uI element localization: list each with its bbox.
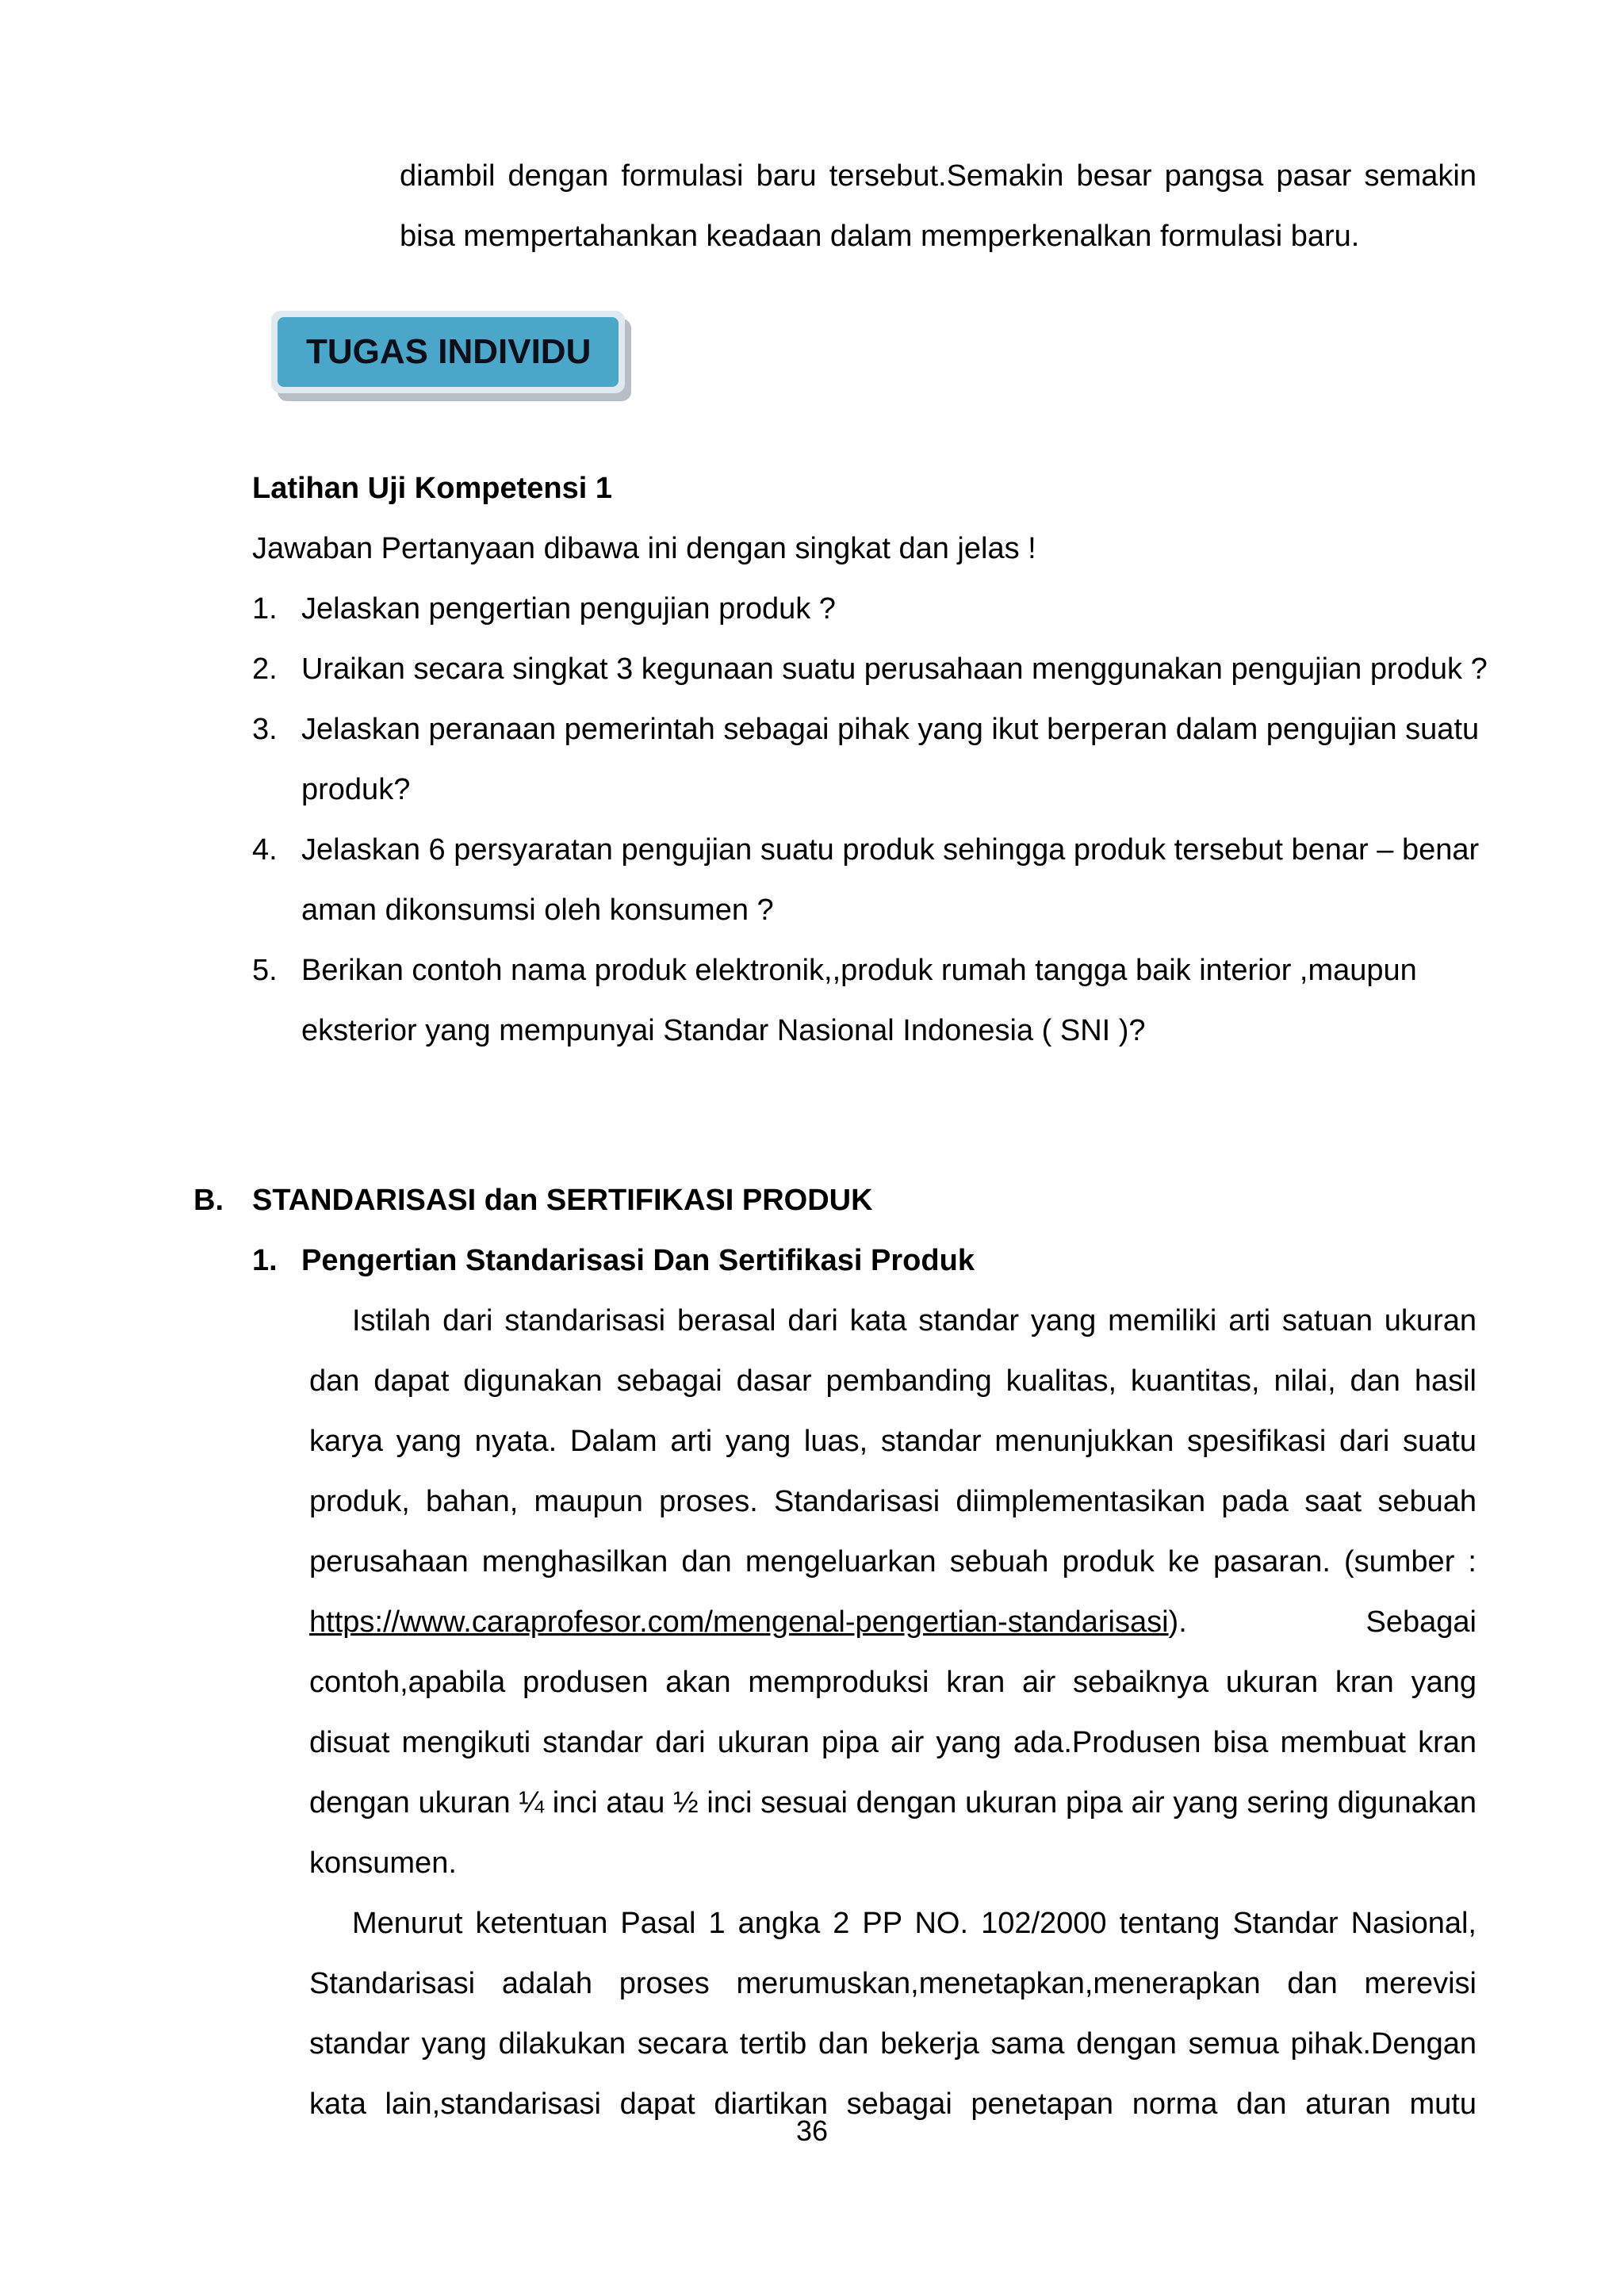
list-item: Berikan contoh nama produk elektronik,,produk rumah tangga baik interior ,maupun [301,954,1417,987]
intro-paragraph [400,146,1477,266]
subsection-number: 1. [252,1244,278,1277]
paragraph-line: karya yang nyata. Dalam arti yang luas, standar menunjukkan spesifikasi dari suatu [309,1425,1477,1458]
list-item-number: 1. [252,592,278,626]
section-title: STANDARISASI dan SERTIFIKASI PRODUK [252,1184,873,1217]
paragraph-line: dengan ukuran ¼ inci atau ½ inci sesuai dengan ukuran pipa air yang sering digunakan [309,1786,1477,1820]
paragraph-pp-102 [309,1893,1477,2134]
paragraph-line: contoh,apabila produsen akan memproduksi kran air sebaiknya ukuran kran yang [309,1666,1477,1699]
list-item-number: 2. [252,652,278,686]
list-item-continuation: aman dikonsumsi oleh konsumen ? [301,894,774,927]
page-number: 36 [795,2114,829,2147]
paragraph-standarisasi [309,1291,1477,1893]
paragraph-line: perusahaan menghasilkan dan mengeluarkan sebuah produk ke pasaran. (sumber : [309,1545,1477,1578]
list-item: Uraikan secara singkat 3 kegunaan suatu perusahaan menggunakan pengujian produk ? [301,652,1488,686]
list-item-number: 4. [252,833,278,867]
badge-frame [271,311,625,393]
paragraph-line: kata lain,standarisasi dapat diartikan sebagai penetapan norma dan aturan mutu [309,2087,1477,2121]
paragraph-line: Menurut ketentuan Pasal 1 angka 2 PP NO. 102/2000 tentang Standar Nasional, [352,1907,1477,1940]
list-item-number: 3. [252,713,278,746]
section-letter: B. [193,1184,224,1217]
intro-line: bisa mempertahankan keadaan dalam memperkenalkan formulasi baru. [400,220,1360,253]
paragraph-line-with-link: https://www.caraprofesor.com/mengenal-pengertian-standarisasi). Sebagai [309,1592,1477,1652]
source-link[interactable]: https://www.caraprofesor.com/mengenal-pengertian-standarisasi [309,1605,1169,1639]
paragraph-line: disuat mengikuti standar dari ukuran pipa air yang ada.Produsen bisa membuat kran [309,1726,1477,1759]
tugas-individu-badge [271,311,634,406]
subsection-title: Pengertian Standarisasi Dan Sertifikasi Produk [301,1244,975,1277]
paragraph-line: dan dapat digunakan sebagai dasar pembanding kualitas, kuantitas, nilai, dan hasil [309,1364,1477,1398]
list-item-number: 5. [252,954,278,987]
paragraph-line: konsumen. [309,1846,457,1880]
list-item: Jelaskan peranaan pemerintah sebagai pihak yang ikut berperan dalam pengujian suatu [301,713,1480,746]
paragraph-line-end: Sebagai [1365,1605,1477,1639]
list-item: Jelaskan 6 persyaratan pengujian suatu produk sehingga produk tersebut benar – benar [301,833,1480,867]
badge-label: TUGAS INDIVIDU [278,317,619,387]
list-item-continuation: eksterior yang mempunyai Standar Nasional Indonesia ( SNI )? [301,1014,1146,1047]
list-item: Jelaskan pengertian pengujian produk ? [301,592,836,626]
list-item-continuation: produk? [301,773,411,806]
paragraph-line: Istilah dari standarisasi berasal dari kata standar yang memiliki arti satuan ukuran [352,1304,1477,1337]
exercise-instruction: Jawaban Pertanyaan dibawa ini dengan singkat dan jelas ! [252,532,1036,565]
exercise-title: Latihan Uji Kompetensi 1 [252,472,612,505]
paragraph-line: Standarisasi adalah proses merumuskan,menetapkan,menerapkan dan merevisi [309,1967,1477,2000]
paragraph-line: produk, bahan, maupun proses. Standarisasi diimplementasikan pada saat sebuah [309,1485,1477,1518]
paragraph-line: standar yang dilakukan secara tertib dan bekerja sama dengan semua pihak.Dengan [309,2027,1477,2061]
intro-line: diambil dengan formulasi baru tersebut.Semakin besar pangsa pasar semakin [400,159,1477,193]
